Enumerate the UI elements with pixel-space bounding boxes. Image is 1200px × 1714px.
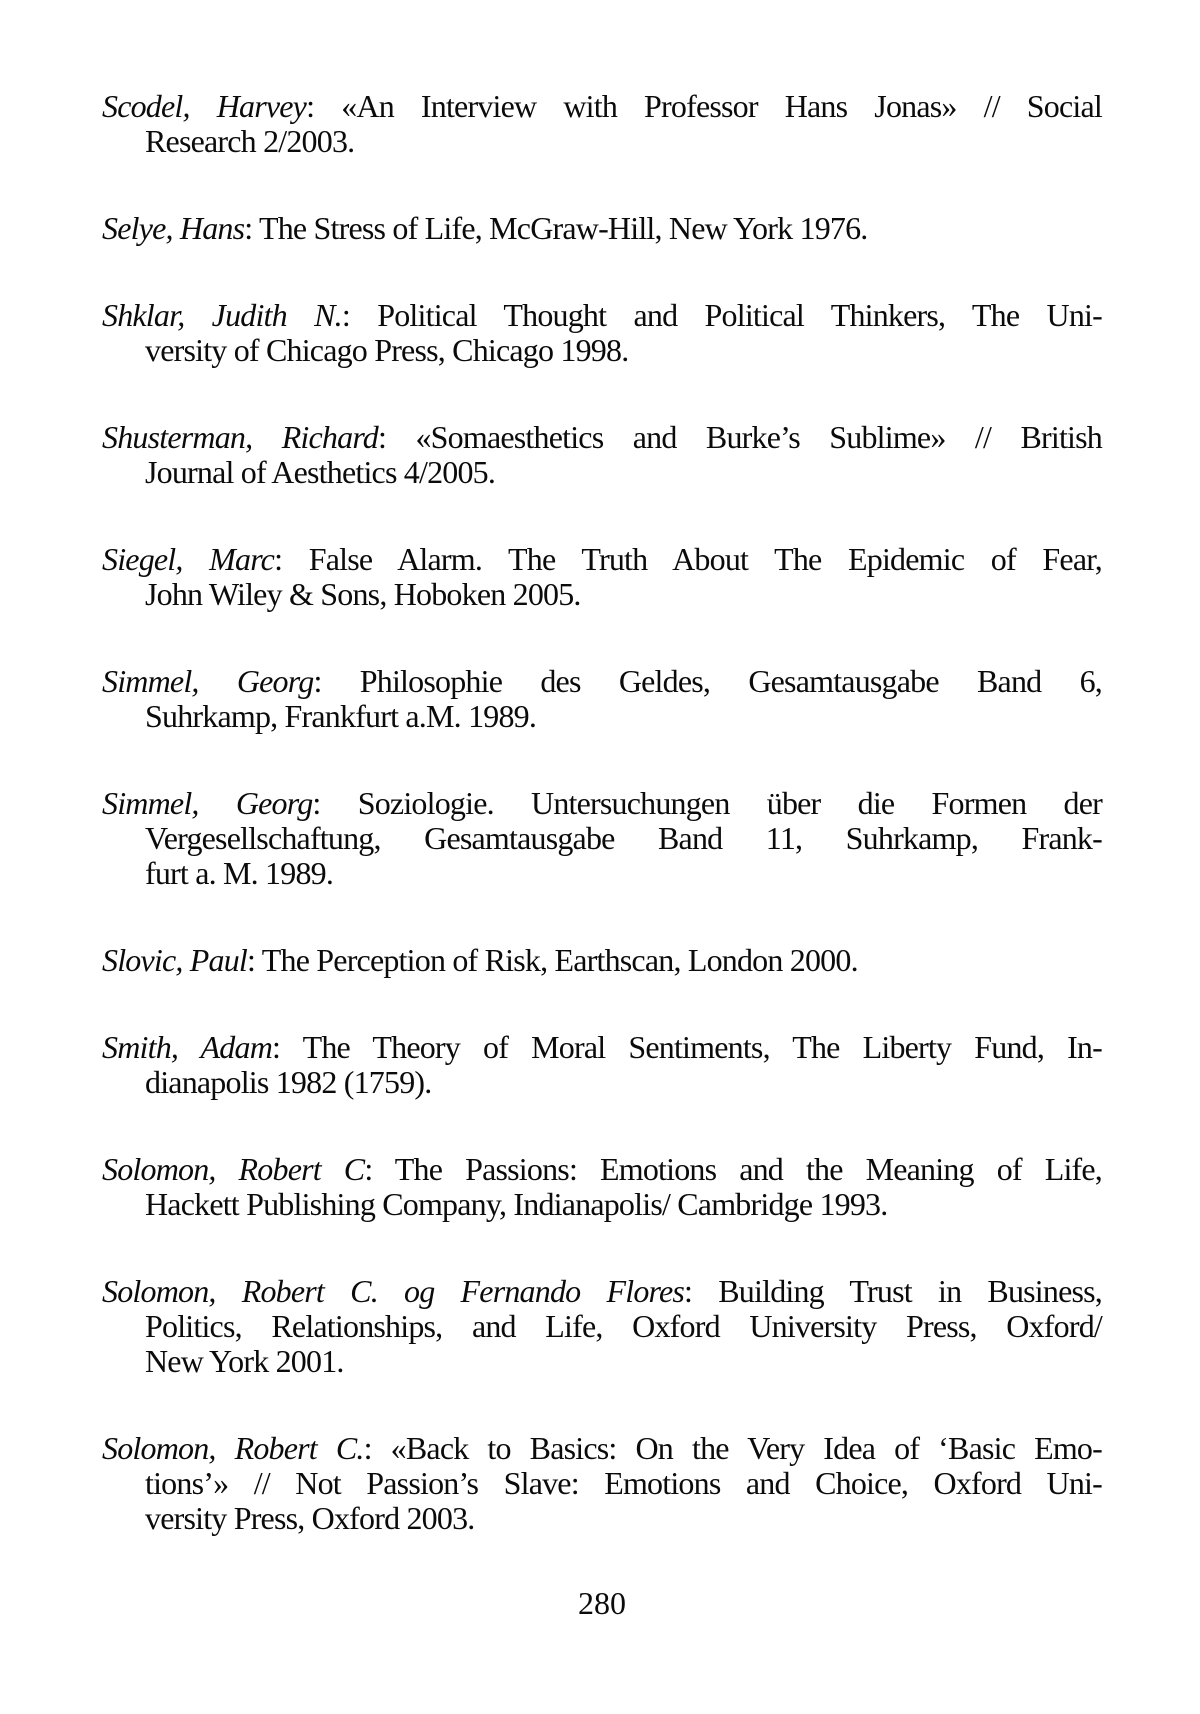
entry-text: : «An Interview with Professor Hans Jonas» // Social [306,88,1102,124]
entry-text: : Soziologie. Untersuchungen über die Formen der [312,785,1102,821]
entry-text: : «Back to Basics: On the Very Idea of ‘Basic Emo- [363,1430,1102,1466]
bibliography-entry [102,211,1102,246]
entry-author: Shusterman, Richard [102,419,378,455]
entry-line [102,1431,1102,1466]
entry-line [102,420,1102,455]
entry-line: Politics, Relationships, and Life, Oxford University Press, Oxford/ [145,1308,1102,1344]
entry-text: : «Somaesthetics and Burke’s Sublime» // British [378,419,1102,455]
entry-author: Simmel, Georg [102,785,313,821]
entry-author: Solomon, Robert C [102,1151,365,1187]
entry-author: Scodel, Harvey [102,88,307,124]
entry-line [102,1274,1102,1309]
entry-text: : The Stress of Life, McGraw-Hill, New York 1976. [244,210,868,246]
page-number: 280 [578,1585,626,1621]
bibliography-entry [102,943,1102,978]
entry-line: Hackett Publishing Company, Indianapolis/ Cambridge 1993. [145,1186,888,1222]
entry-line: Suhrkamp, Frankfurt a.M. 1989. [145,698,537,734]
entry-line: Vergesellschaftung, Gesamtausgabe Band 11, Suhrkamp, Frank- [145,820,1102,856]
entry-line [102,943,1102,978]
entry-line: furt a. M. 1989. [145,855,334,891]
entry-text: : The Theory of Moral Sentiments, The Liberty Fund, In- [272,1029,1102,1065]
entry-line [102,786,1102,821]
bibliography-entry [102,298,1102,368]
bibliography-entry [102,664,1102,734]
entry-text: : False Alarm. The Truth About The Epidemic of Fear, [274,541,1102,577]
entry-author: Smith, Adam [102,1029,273,1065]
entry-text: : The Passions: Emotions and the Meaning of Life, [364,1151,1102,1187]
entry-line: John Wiley & Sons, Hoboken 2005. [145,576,581,612]
entry-author: Selye, Hans [102,210,245,246]
entry-line: versity of Chicago Press, Chicago 1998. [145,332,629,368]
entry-author: Solomon, Robert C. [102,1430,364,1466]
entry-text: : The Perception of Risk, Earthscan, London 2000. [247,942,858,978]
entry-line [102,664,1102,699]
entry-line [102,542,1102,577]
entry-line [102,298,1102,333]
bibliography-entry [102,1152,1102,1222]
entry-line: tions’» // Not Passion’s Slave: Emotions and Choice, Oxford Uni- [145,1465,1102,1501]
entry-text: : Building Trust in Business, [684,1273,1102,1309]
entry-line: New York 2001. [145,1343,344,1379]
entry-text: : Political Thought and Political Thinkers, The Uni- [341,297,1103,333]
entry-line [102,1152,1102,1187]
entry-line: Journal of Aesthetics 4/2005. [145,454,496,490]
entry-author: Siegel, Marc [102,541,275,577]
bibliography-entry [102,1274,1102,1379]
bibliography-entry [102,542,1102,612]
entry-author: Solomon, Robert C. og Fernando Flores [102,1273,685,1309]
entry-line [102,89,1102,124]
entry-author: Simmel, Georg [102,663,314,699]
entry-line: Research 2/2003. [145,123,355,159]
bibliography-entry [102,786,1102,891]
entry-line [102,1030,1102,1065]
bibliography-entry [102,420,1102,490]
entry-line: dianapolis 1982 (1759). [145,1064,432,1100]
entry-line: versity Press, Oxford 2003. [145,1500,475,1536]
entry-author: Shklar, Judith N. [102,297,342,333]
entry-text: : Philosophie des Geldes, Gesamtausgabe Band 6, [313,663,1102,699]
bibliography-entry [102,1030,1102,1100]
bibliography-entry [102,89,1102,159]
entry-author: Slovic, Paul [102,942,248,978]
entry-line [102,211,1102,246]
bibliography-entry [102,1431,1102,1536]
